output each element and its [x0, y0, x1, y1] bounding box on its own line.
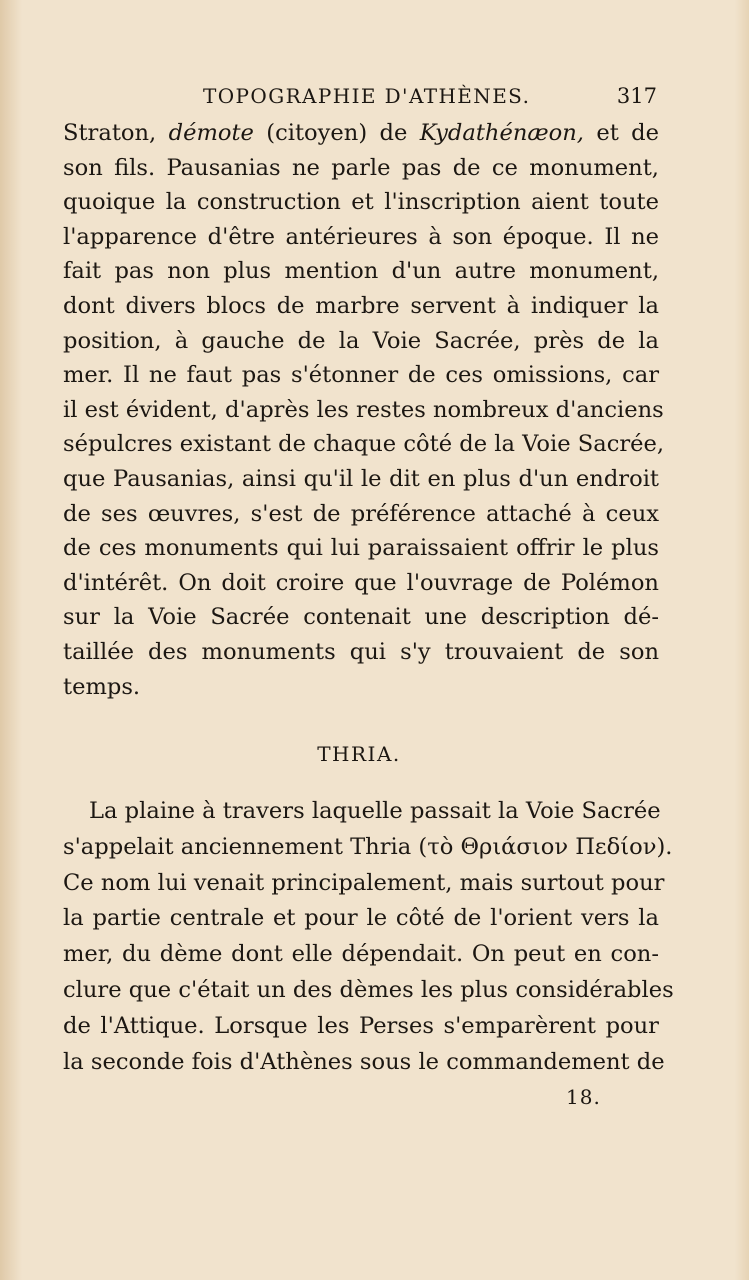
text-line: position, à gauche de la Voie Sacrée, près de la: [63, 327, 659, 354]
text-line: que Pausanias, ainsi qu'il le dit en plus d'un endroit: [63, 465, 659, 492]
text-line: mer, du dème dont elle dépendait. On peut en con-: [63, 941, 659, 968]
text-line: de ses œuvres, s'est de préférence attaché à ceux: [63, 500, 659, 527]
text-line: quoique la construction et l'inscription aient toute: [63, 189, 659, 216]
text-line: l'apparence d'être antérieures à son époque. Il ne: [63, 223, 659, 250]
text-line: sépulcres existant de chaque côté de la Voie Sacrée,: [63, 431, 665, 458]
section-heading: THRIA.: [317, 742, 401, 766]
text-line: de l'Attique. Lorsque les Perses s'emparèrent pour: [63, 1012, 659, 1039]
text-run: (citoyen) de: [253, 120, 420, 146]
paragraph-1: [63, 116, 665, 704]
text-line: s'appelait anciennement Thria (τὸ Θριάσιον Πεδίον).: [63, 833, 673, 860]
text-line: taillée des monuments qui s'y trouvaient de son: [63, 638, 659, 665]
page-left-edge-shadow: [0, 0, 22, 1280]
text-line: [63, 116, 659, 151]
italic-term-kydathenaeon: Kydathénæon,: [419, 120, 584, 146]
page-number: 317: [616, 84, 657, 108]
text-line: d'intérêt. On doit croire que l'ouvrage de Polémon: [63, 569, 659, 596]
page-right-edge-shadow: [735, 0, 749, 1280]
text-line: temps.: [63, 673, 141, 700]
text-line: clure que c'était un des dèmes les plus considérables: [63, 976, 674, 1003]
text-line: il est évident, d'après les restes nombreux d'anciens: [63, 396, 664, 423]
text-line: de ces monuments qui lui paraissaient offrir le plus: [63, 535, 659, 562]
text-line: dont divers blocs de marbre servent à indiquer la: [63, 292, 659, 319]
text-line: La plaine à travers laquelle passait la Voie Sacrée: [89, 798, 661, 824]
text-run: Straton,: [63, 120, 169, 146]
text-line: la seconde fois d'Athènes sous le commandement de: [63, 1048, 665, 1075]
text-line: la partie centrale et pour le côté de l'orient vers la: [63, 905, 659, 932]
running-title: TOPOGRAPHIE D'ATHÈNES.: [203, 84, 531, 108]
paragraph-2: [63, 794, 674, 1080]
text-line: Ce nom lui venait principalement, mais surtout pour: [63, 869, 665, 896]
page-header: [63, 82, 659, 110]
text-line: mer. Il ne faut pas s'étonner de ces omissions, car: [63, 362, 659, 389]
text-line: son fils. Pausanias ne parle pas de ce monument,: [63, 154, 659, 181]
text-line: fait pas non plus mention d'un autre monument,: [63, 258, 659, 285]
text-line: sur la Voie Sacrée contenait une description dé-: [63, 604, 659, 631]
signature-mark: 18.: [566, 1085, 601, 1109]
text-run: et de: [583, 120, 659, 146]
italic-term-demote: démote: [168, 120, 254, 146]
